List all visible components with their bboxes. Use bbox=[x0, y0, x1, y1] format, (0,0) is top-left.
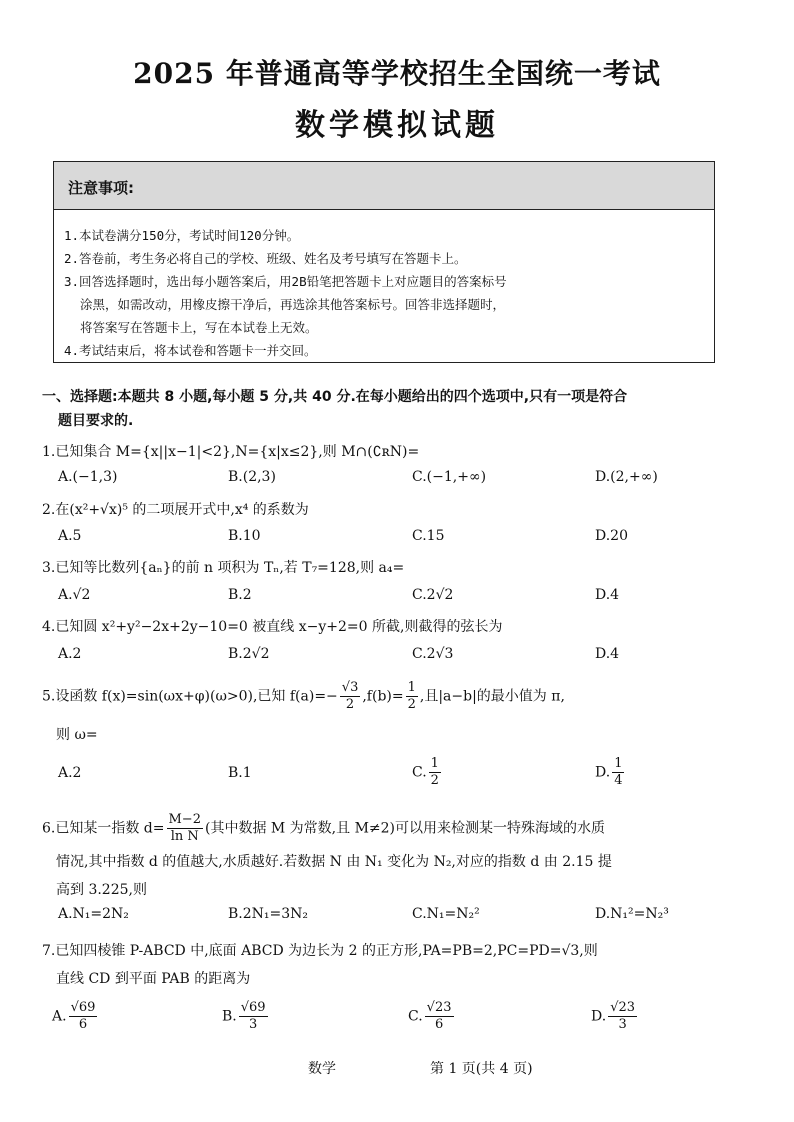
question-4-option-c: C.2√3 bbox=[412, 646, 454, 662]
question-6-option-b: B.2N₁=3N₂ bbox=[228, 906, 309, 922]
exam-subtitle: 数学模拟试题 bbox=[295, 108, 499, 143]
fraction-numerator: 1 bbox=[430, 756, 439, 771]
fraction bbox=[340, 680, 361, 713]
option-label: B. bbox=[222, 1008, 237, 1025]
fraction bbox=[612, 756, 624, 789]
fraction-numerator: √23 bbox=[426, 1000, 452, 1015]
fraction-denominator: 3 bbox=[618, 1017, 627, 1032]
fraction bbox=[239, 1000, 268, 1033]
fraction-numerator: M−2 bbox=[168, 812, 201, 827]
question-3-option-c: C.2√2 bbox=[412, 587, 454, 603]
question-5-stem-part: 5.设函数 f(x)=sin(ωx+φ)(ω>0),已知 f(a)=− bbox=[42, 688, 338, 705]
option-label: D. bbox=[591, 1008, 607, 1025]
question-5-option-a: A.2 bbox=[58, 765, 82, 781]
exam-title: 2025 年普通高等学校招生全国统一考试 bbox=[133, 57, 661, 90]
fraction bbox=[608, 1000, 637, 1033]
fraction-denominator: 4 bbox=[614, 773, 623, 788]
question-6-stem bbox=[42, 812, 762, 845]
option-label: C. bbox=[408, 1008, 423, 1025]
question-6-option-a: A.N₁=2N₂ bbox=[58, 906, 129, 922]
question-3-option-a: A.√2 bbox=[58, 587, 91, 603]
question-3-stem: 3.已知等比数列{aₙ}的前 n 项积为 Tₙ,若 T₇=128,则 a₄= bbox=[42, 560, 405, 576]
option-label: C. bbox=[412, 764, 427, 781]
question-7-option-a bbox=[52, 1000, 99, 1033]
question-6-stem-line2: 情况,其中指数 d 的值越大,水质越好.若数据 N 由 N₁ 变化为 N₂,对应的指数 d 由 2.15 提 bbox=[56, 854, 612, 870]
notice-header bbox=[54, 162, 714, 210]
question-6-stem-line3: 高到 3.225,则 bbox=[56, 882, 147, 898]
notice-item: 1.本试卷满分150分，考试时间120分钟。 bbox=[64, 228, 300, 243]
question-2-stem: 2.在(x²+√x)⁵ 的二项展开式中,x⁴ 的系数为 bbox=[42, 502, 309, 518]
question-6-stem-part: 6.已知某一指数 d= bbox=[42, 820, 165, 837]
fraction bbox=[167, 812, 203, 845]
question-3-option-b: B.2 bbox=[228, 587, 252, 603]
fraction bbox=[406, 680, 418, 713]
question-5-stem-part: ,且|a−b|的最小值为 π, bbox=[419, 688, 565, 705]
fraction bbox=[69, 1000, 98, 1033]
question-2-option-d: D.20 bbox=[595, 528, 628, 544]
section-heading-line: 一、选择题:本题共 8 小题,每小题 5 分,共 40 分.在每小题给出的四个选项中,只有一项是符合 bbox=[42, 389, 628, 405]
question-5-option-c bbox=[412, 756, 443, 789]
question-5-option-b: B.1 bbox=[228, 765, 252, 781]
option-label: D. bbox=[595, 764, 611, 781]
question-2-option-c: C.15 bbox=[412, 528, 445, 544]
section-heading bbox=[42, 385, 752, 433]
question-6-stem-part: (其中数据 M 为常数,且 M≠2)可以用来检测某一特殊海域的水质 bbox=[204, 820, 606, 837]
question-5-stem-line2: 则 ω= bbox=[56, 727, 98, 743]
footer-page-number: 第 1 页(共 4 页) bbox=[430, 1061, 533, 1077]
fraction-numerator: √23 bbox=[610, 1000, 636, 1015]
fraction-numerator: √69 bbox=[70, 1000, 96, 1015]
question-1-option-c: C.(−1,+∞) bbox=[412, 469, 487, 485]
footer-subject: 数学 bbox=[308, 1061, 336, 1077]
question-7-option-b bbox=[222, 1000, 270, 1033]
fraction-numerator: √3 bbox=[341, 680, 359, 695]
question-1-option-b: B.(2,3) bbox=[228, 469, 276, 485]
notice-list bbox=[64, 224, 704, 362]
question-4-stem: 4.已知圆 x²+y²−2x+2y−10=0 被直线 x−y+2=0 所截,则截得的弦长为 bbox=[42, 619, 503, 635]
notice-item: 将答案写在答题卡上，写在本试卷上无效。 bbox=[80, 320, 318, 335]
fraction-denominator: 2 bbox=[430, 773, 439, 788]
fraction-denominator: 6 bbox=[434, 1017, 444, 1032]
notice-heading: 注意事项: bbox=[68, 179, 134, 197]
question-7-option-d bbox=[591, 1000, 639, 1033]
fraction-denominator: 2 bbox=[407, 697, 416, 712]
question-2-option-a: A.5 bbox=[58, 528, 82, 544]
question-4-option-a: A.2 bbox=[58, 646, 82, 662]
fraction bbox=[429, 756, 441, 789]
question-4-option-b: B.2√2 bbox=[228, 646, 270, 662]
question-7-stem: 7.已知四棱锥 P-ABCD 中,底面 ABCD 为边长为 2 的正方形,PA=PB=2,PC=PD=√3,则 bbox=[42, 943, 598, 959]
question-6-option-d: D.N₁²=N₂³ bbox=[595, 906, 669, 922]
question-6-option-c: C.N₁=N₂² bbox=[412, 906, 480, 922]
fraction-denominator: 6 bbox=[78, 1017, 88, 1032]
fraction-denominator: 2 bbox=[345, 697, 355, 712]
question-1-option-a: A.(−1,3) bbox=[58, 469, 118, 485]
notice-box bbox=[53, 161, 715, 363]
question-2-option-b: B.10 bbox=[228, 528, 261, 544]
question-7-stem-line2: 直线 CD 到平面 PAB 的距离为 bbox=[56, 971, 251, 987]
question-5-option-d bbox=[595, 756, 626, 789]
fraction-numerator: 1 bbox=[407, 680, 416, 695]
question-4-option-d: D.4 bbox=[595, 646, 620, 662]
notice-item: 4.考试结束后，将本试卷和答题卡一并交回。 bbox=[64, 343, 317, 358]
question-3-option-d: D.4 bbox=[595, 587, 620, 603]
question-1-option-d: D.(2,+∞) bbox=[595, 469, 658, 485]
notice-item: 2.答卷前，考生务必将自己的学校、班级、姓名及考号填写在答题卡上。 bbox=[64, 251, 467, 266]
section-heading-line: 题目要求的. bbox=[58, 413, 134, 429]
fraction-numerator: √69 bbox=[240, 1000, 266, 1015]
fraction bbox=[425, 1000, 454, 1033]
option-label: A. bbox=[52, 1008, 67, 1025]
question-5-stem-part: ,f(b)= bbox=[362, 688, 404, 705]
fraction-numerator: 1 bbox=[614, 756, 623, 771]
question-7-option-c bbox=[408, 1000, 456, 1033]
question-5-stem bbox=[42, 680, 762, 713]
notice-item: 3.回答选择题时，选出每小题答案后，用2B铅笔把答题卡上对应题目的答案标号 bbox=[64, 274, 507, 289]
fraction-denominator: 3 bbox=[249, 1017, 258, 1032]
notice-item: 涂黑，如需改动，用橡皮擦干净后，再选涂其他答案标号。回答非选择题时， bbox=[80, 297, 506, 312]
fraction-denominator: ln N bbox=[170, 829, 199, 844]
question-1-stem: 1.已知集合 M={x||x−1|<2},N={x|x≤2},则 M∩(∁ʀN)= bbox=[42, 444, 420, 460]
